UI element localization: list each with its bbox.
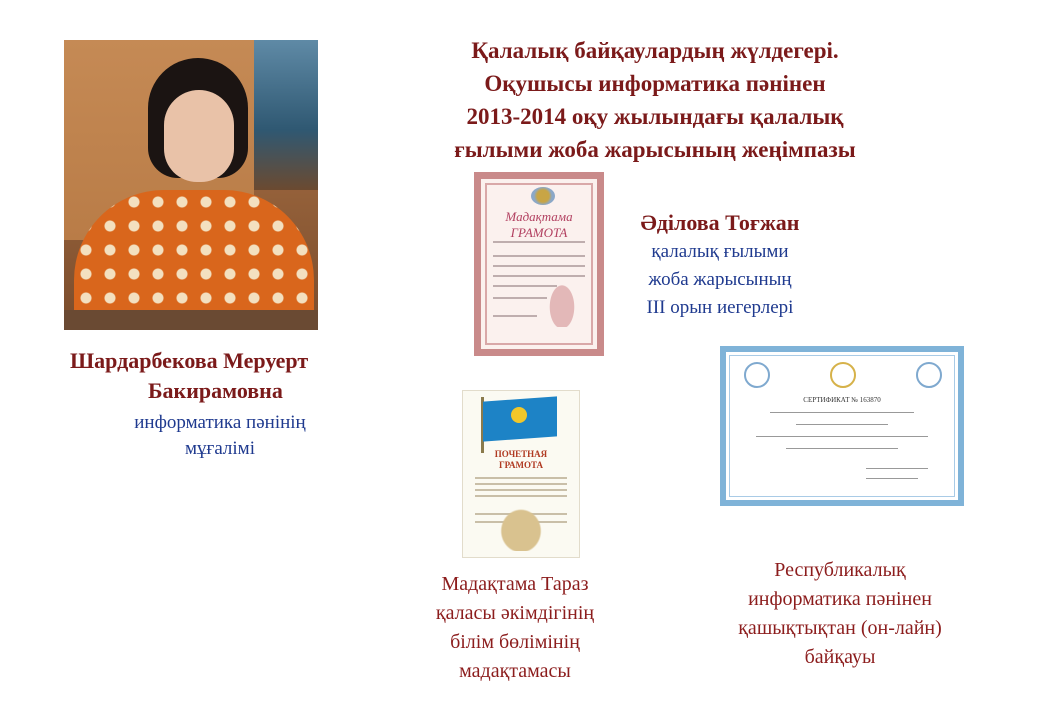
republic-caption-line-3: қашықтықтан (он-лайн)	[738, 617, 942, 639]
student-desc-line-2: жоба жарысының	[648, 269, 792, 290]
republic-contest-caption	[690, 556, 990, 672]
certificate-text-line	[786, 448, 898, 449]
certificate-title: Мадақтама ГРАМОТА	[505, 209, 573, 240]
logo-center-icon	[830, 362, 856, 388]
monument-watermark	[545, 277, 579, 327]
certificate-text-line	[493, 315, 537, 317]
emblem-icon	[531, 187, 555, 205]
republic-caption-line-2: информатика пәнінен	[748, 588, 932, 610]
teacher-name-line-2: Бакирамовна	[148, 378, 283, 403]
flag-sun-icon	[511, 407, 527, 423]
certificate-text-line	[756, 436, 928, 437]
madaktama-certificate-image	[474, 172, 604, 356]
teacher-name-line-1: Шардарбекова Меруерт	[70, 348, 309, 373]
certificate-text-line	[475, 483, 567, 485]
headline-line-3: 2013-2014 оқу жылындағы қалалық	[466, 104, 844, 129]
certificate-title: СЕРТИФИКАТ № 163870	[803, 396, 881, 404]
madaktama-caption-line-4: мадақтамасы	[459, 660, 571, 682]
certificate-text-line	[493, 297, 547, 299]
photo-desk	[64, 310, 318, 330]
student-desc-line-3: III орын иегерлері	[646, 297, 794, 318]
student-info	[620, 208, 820, 322]
certificate-title-line-1: ПОЧЕТНАЯ	[494, 449, 548, 459]
headline-line-4: ғылыми жоба жарысының жеңімпазы	[454, 137, 856, 162]
horseman-watermark	[493, 501, 549, 551]
teacher-role	[100, 410, 340, 462]
madaktama-caption-line-2: қаласы әкімдігінің	[435, 602, 595, 624]
online-contest-certificate-image	[720, 346, 964, 506]
student-desc-line-1: қалалық ғылыми	[651, 241, 789, 262]
certificate-text-line	[866, 478, 918, 479]
republic-caption-line-4: байқауы	[804, 646, 876, 668]
certificate-text-line	[475, 477, 567, 479]
photo-bookshelf	[254, 40, 318, 190]
certificate-text-line	[796, 424, 888, 425]
teacher-photo	[64, 40, 318, 330]
teacher-role-line-2: мұғалімі	[185, 438, 255, 459]
madaktama-caption-line-1: Мадақтама Тараз	[441, 573, 589, 595]
certificate-text-line	[866, 468, 928, 469]
certificate-title-line-2: ГРАМОТА	[498, 460, 544, 470]
pochetnaya-gramota-image	[462, 390, 580, 558]
certificate-text-line	[493, 255, 585, 257]
student-name: Әділова Тоғжан	[640, 210, 800, 235]
logo-right-icon	[916, 362, 942, 388]
photo-face	[164, 90, 234, 182]
certificate-text-line	[475, 495, 567, 497]
madaktama-caption	[400, 570, 630, 686]
republic-caption-line-1: Республикалық	[774, 559, 906, 581]
certificate-text-line	[493, 241, 585, 243]
teacher-name	[70, 346, 360, 406]
logo-left-icon	[744, 362, 770, 388]
certificate-text-line	[770, 412, 914, 413]
madaktama-caption-line-3: білім бөлімінің	[450, 631, 580, 653]
headline-line-2: Оқушысы информатика пәнінен	[484, 71, 826, 96]
photo-orange-blouse	[74, 190, 314, 330]
certificate-title	[463, 449, 579, 471]
certificate-text-line	[493, 265, 585, 267]
teacher-role-line-1: информатика пәнінің	[134, 412, 306, 433]
headline	[400, 34, 910, 166]
headline-line-1: Қалалық байқаулардың жүлдегері.	[471, 38, 839, 63]
certificate-text-line	[475, 489, 567, 491]
